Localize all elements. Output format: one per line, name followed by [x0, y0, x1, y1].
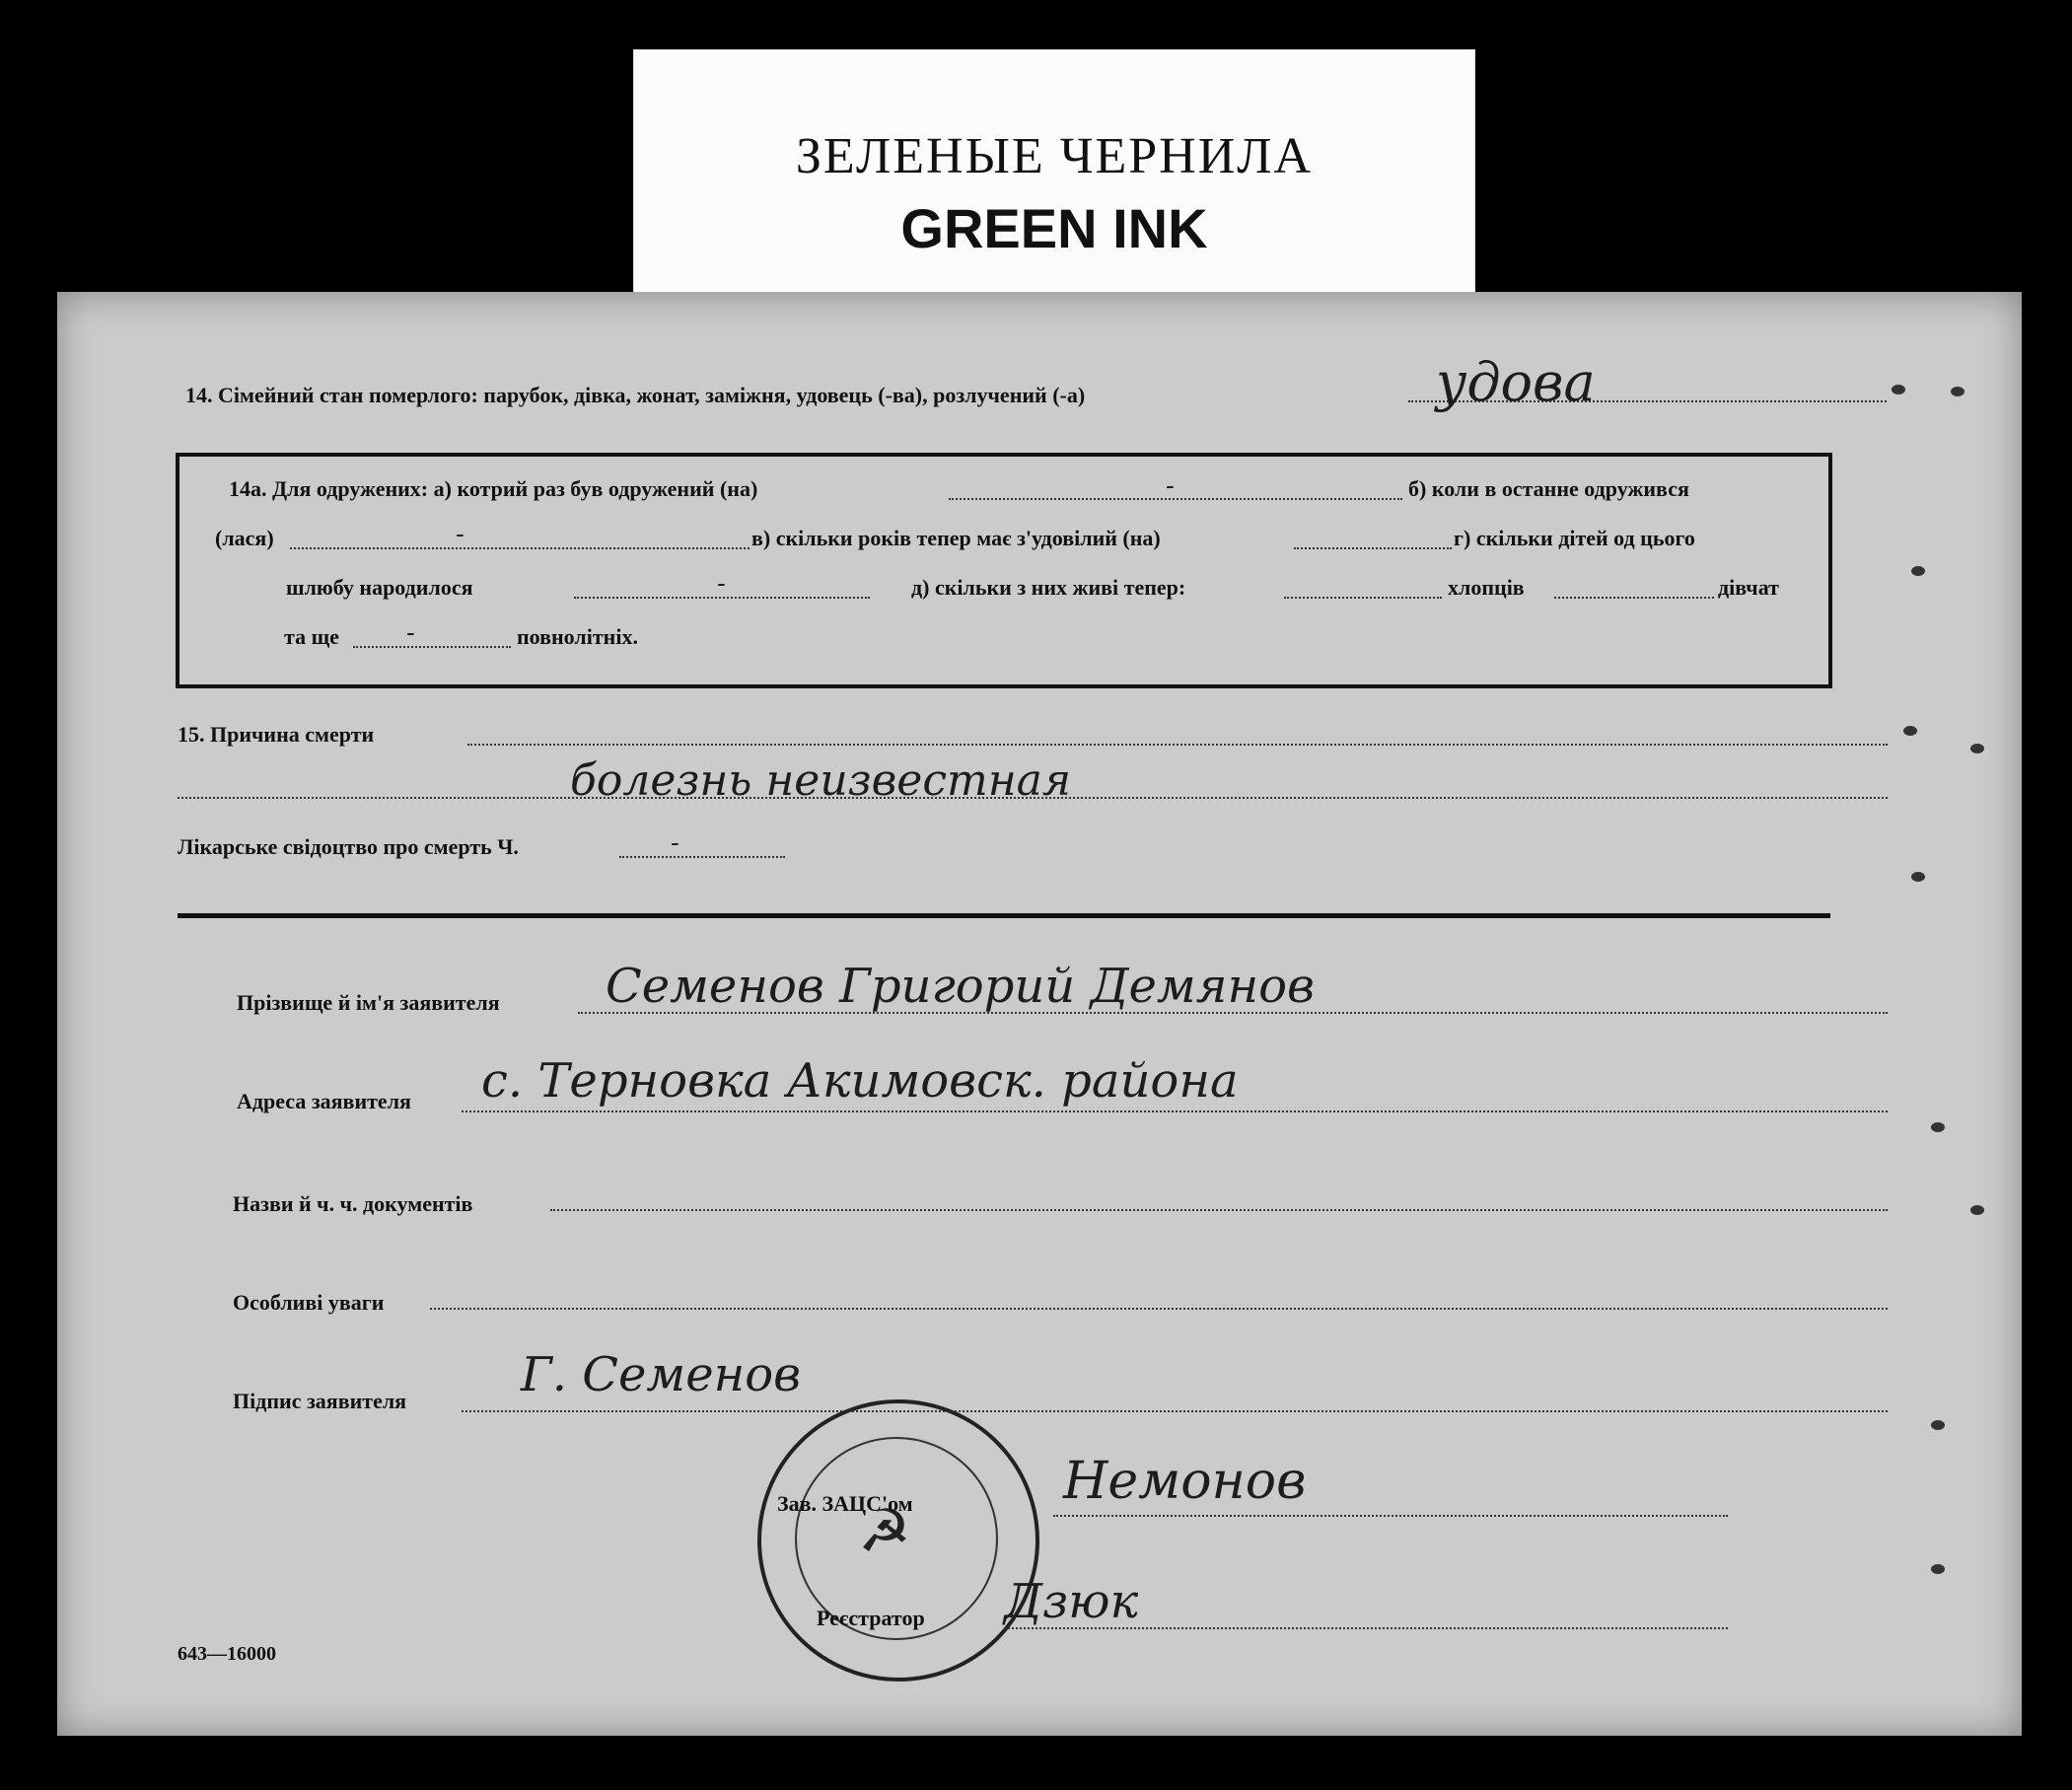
punch-mark [1903, 726, 1917, 736]
q14a-line3-d: д) скільки з них живі тепер: [911, 575, 1186, 600]
head-line [1053, 1515, 1728, 1517]
notes-label: Особливі уваги [233, 1290, 385, 1315]
hammer-sickle-icon: ☭ [858, 1499, 911, 1564]
documents-line [550, 1209, 1888, 1211]
applicant-address-line [462, 1110, 1888, 1112]
applicant-name-answer: Семенов Григорий Демянов [606, 959, 1315, 1014]
registrar-signature: Дзюк [1004, 1574, 1139, 1629]
documents-label: Назви й ч. ч. документів [233, 1191, 473, 1216]
q15-answer: болезнь неизвестная [570, 755, 1072, 806]
certificate-label: Лікарське свідоцтво про смерть Ч. [178, 834, 519, 859]
q14a-line2-prefix: (лася) [215, 526, 274, 550]
punch-mark [1931, 1420, 1945, 1430]
head-label: Зав. ЗАЦС'ом [777, 1491, 913, 1516]
q14a-line2-c-fill [1294, 547, 1452, 549]
q14a-line1-a: 14а. Для одружених: а) котрий раз був одружений (на) [229, 476, 758, 501]
q14a-line3-answer: - [717, 569, 726, 599]
applicant-name-label: Прізвище й ім'я заявителя [237, 990, 500, 1015]
death-record-form-sheet [57, 292, 2022, 1736]
q14a-line4-answer: - [406, 618, 415, 648]
q14-label: 14. Сімейний стан померлого: парубок, дівка, жонат, заміжня, удовець (-ва), розлучений (-а) [185, 383, 1086, 407]
q15-label: 15. Причина смерти [178, 722, 375, 747]
certificate-line [619, 856, 785, 858]
q14a-line3-girls: дівчат [1718, 575, 1779, 600]
q14a-line2-c: в) скільки років тепер має з'удовілий (на) [751, 526, 1161, 550]
q14a-line4-fill [353, 646, 511, 648]
q14a-line2-fill [290, 547, 750, 549]
signature-answer: Г. Семенов [521, 1347, 802, 1402]
signature-line [462, 1410, 1888, 1412]
punch-mark [1970, 744, 1984, 753]
print-code: 643—16000 [178, 1643, 276, 1665]
q14a-line2-answer: - [456, 520, 464, 549]
punch-mark [1931, 1122, 1945, 1132]
q14a-line4-suffix: повнолітніх. [517, 624, 638, 649]
q14a-line4-prefix: та ще [284, 624, 339, 649]
section-divider [178, 913, 1830, 918]
label-line-english: GREEN INK [900, 197, 1208, 259]
q14a-line3-boys: хлопців [1448, 575, 1525, 600]
head-signature: Немонов [1063, 1452, 1307, 1511]
applicant-address-answer: с. Терновка Акимовск. района [481, 1053, 1239, 1109]
label-line-russian: ЗЕЛЕНЫЕ ЧЕРНИЛА [795, 128, 1314, 184]
q14a-line3-girls-fill [1554, 597, 1714, 599]
q14a-line1-b: б) коли в останне одружився [1408, 476, 1689, 501]
applicant-address-label: Адреса заявителя [237, 1089, 411, 1113]
registrar-label: Реєстратор [817, 1606, 925, 1630]
official-stamp [757, 1399, 1039, 1682]
punch-mark [1911, 872, 1925, 882]
q14-answer: удова [1436, 351, 1596, 413]
punch-mark [1911, 566, 1925, 576]
notes-line [430, 1308, 1888, 1310]
punch-mark [1931, 1564, 1945, 1574]
q15-line1 [467, 744, 1888, 746]
green-ink-label-card [633, 49, 1475, 298]
q14a-line3-prefix: шлюбу народилося [286, 575, 473, 600]
certificate-answer: - [671, 828, 679, 858]
q14a-line1-fill [949, 498, 1402, 500]
punch-mark [1892, 385, 1905, 394]
q14a-line2-g: г) скільки дітей од цього [1454, 526, 1695, 550]
q14a-line1-answer: - [1166, 471, 1175, 501]
punch-mark [1970, 1205, 1984, 1215]
q14a-line3-boys-fill [1284, 597, 1442, 599]
q14a-box [176, 453, 1832, 688]
signature-label: Підпис заявителя [233, 1389, 407, 1413]
punch-mark [1951, 387, 1965, 396]
